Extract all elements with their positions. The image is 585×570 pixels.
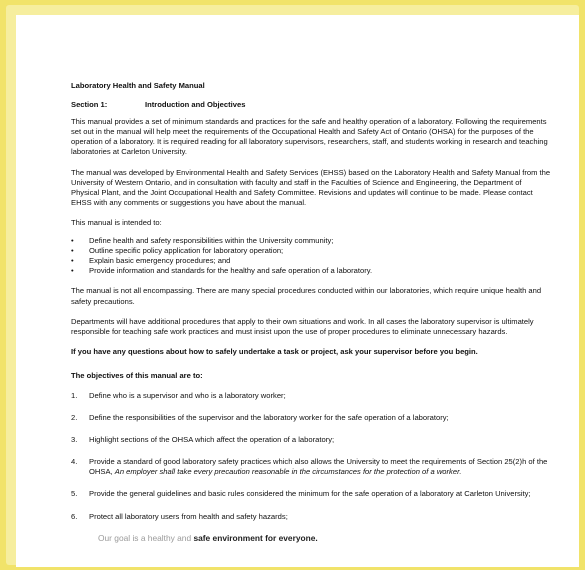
paragraph-departments: Departments will have additional procedures that apply to their own situations and work. In all cases the laboratory supervisor is ultimately responsible for teaching safe work practices and must insist upon the use of proper procedures to eliminate unnecessary hazards. xyxy=(71,316,534,336)
list-item: • Outline specific policy application for laboratory operation; xyxy=(71,246,284,256)
page-frame xyxy=(6,5,579,565)
document-title: Laboratory Health and Safety Manual xyxy=(71,81,205,90)
list-item: 3. Highlight sections of the OHSA which affect the operation of a laboratory; xyxy=(71,435,335,445)
document-content xyxy=(71,81,551,534)
paragraph-questions: If you have any questions about how to safely undertake a task or project, ask your supervisor before you begin. xyxy=(71,346,478,356)
section-heading xyxy=(71,100,551,110)
list-item: 6. Protect all laboratory users from health and safety hazards; xyxy=(71,511,288,521)
closing-statement: Our goal is a healthy and safe environment for everyone. xyxy=(98,533,318,543)
bullet-icon: • xyxy=(71,246,74,256)
list-item: • Provide information and standards for the healthy and safe operation of a laboratory. xyxy=(71,266,373,276)
paragraph-intro: This manual provides a set of minimum standards and practices for the safe and healthy operation of a laboratory. Following the requirements set out in the manual will help meet the requirements of the Occupational Health and Safety Act of Ontario (OHSA) for the purposes of the operation of a laboratory. It is required reading for all laboratory supervisors, researchers, staff, and students working in research and teaching laboratories at Carleton University. xyxy=(71,117,548,157)
list-item: 1. Define who is a supervisor and who is a laboratory worker; xyxy=(71,390,286,400)
bullet-icon: • xyxy=(71,256,74,266)
objectives-heading: The objectives of this manual are to: xyxy=(71,370,203,380)
list-item: 5. Provide the general guidelines and basic rules considered the minimum for the safe operation of a laboratory at Carleton University; xyxy=(71,489,531,499)
paragraph-intended: This manual is intended to: xyxy=(71,217,162,227)
list-item: 2. Define the responsibilities of the supervisor and the laboratory worker for the safe operation of a laboratory; xyxy=(71,413,449,423)
intent-list xyxy=(71,236,551,276)
ohsa-quote: An employer shall take every precaution reasonable in the circumstances for the protection of a worker. xyxy=(114,467,462,477)
paragraph-development: The manual was developed by Environmental Health and Safety Services (EHSS) based on the Laboratory Health and Safety Manual from the University of Western Ontario, and in consultation with faculty and staff in the Faculties of Science and Engineering, the Department of Physical Plant, and the Joint Occupational Health and Safety Committee. Revisions and updates will continue to be made. Please contact EHSS with any comments or suggestions you have about the manual. xyxy=(71,167,551,207)
list-item: • Explain basic emergency procedures; and xyxy=(71,256,231,266)
document-page xyxy=(16,15,579,567)
objectives-list xyxy=(71,391,551,522)
bullet-icon: • xyxy=(71,236,74,246)
list-item: 4. Provide a standard of good laboratory safety practices which also allows the University to meet the requirements of Section 25(2)h of the OHSA, An employer shall take every precaution reasonable in the circumstances for the protection of a worker. xyxy=(71,457,548,477)
bullet-icon: • xyxy=(71,266,74,276)
section-title: Introduction and Objectives xyxy=(145,100,246,110)
paragraph-not-encompassing: The manual is not all encompassing. There are many special procedures conducted within our laboratories, which require unique health and safety precautions. xyxy=(71,286,542,306)
list-item: • Define health and safety responsibilities within the University community; xyxy=(71,236,334,246)
section-number: Section 1: xyxy=(71,100,108,110)
